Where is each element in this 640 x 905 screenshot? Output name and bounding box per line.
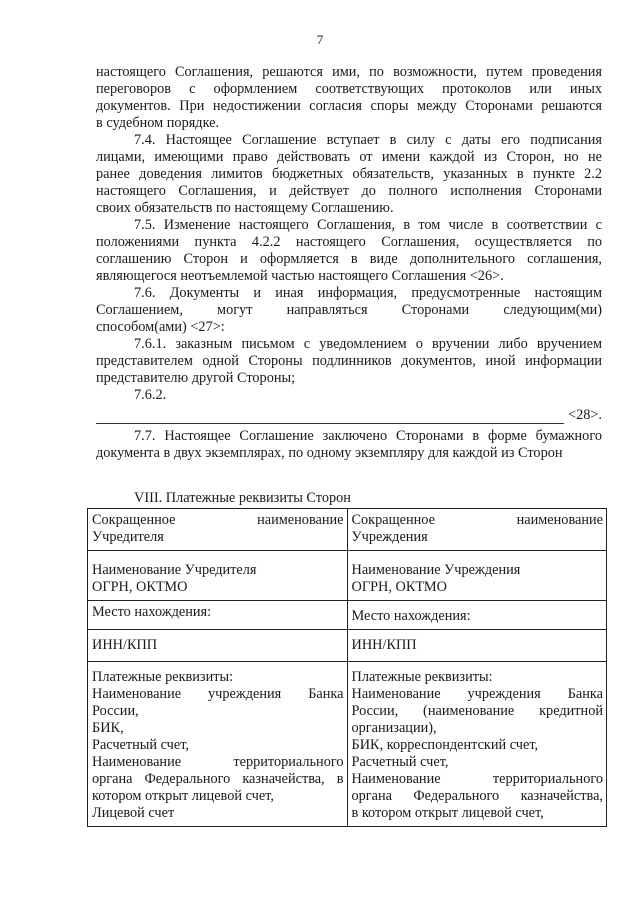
table-cell	[88, 551, 348, 601]
text-line: документов. При недостижении согласия споры между Сторонами решаются	[96, 98, 602, 114]
text-line: Лицевой счет	[92, 805, 175, 821]
table-cell	[347, 662, 607, 827]
text-line: ИНН/КПП	[351, 637, 417, 653]
table-cell	[88, 630, 348, 662]
paragraph-7-5	[96, 217, 602, 285]
text-line: ОГРН, ОКТМО	[92, 579, 188, 595]
paragraph-7-7	[96, 428, 602, 462]
text-line: БИК,	[92, 720, 124, 736]
fill-in-blank	[96, 407, 602, 424]
text-line: представителем одной Стороны подлинников документов, иной информации	[96, 353, 602, 369]
text-line: в судебном порядке.	[96, 115, 220, 131]
table-cell	[88, 662, 348, 827]
text-line: БИК, корреспондентский счет,	[351, 737, 539, 753]
text-line: России, (наименование кредитной	[351, 703, 603, 719]
text-line: Сокращенное наименование	[92, 512, 344, 528]
text-line: органа Федерального казначейства, в	[92, 771, 344, 787]
table-cell	[347, 551, 607, 601]
text-line: своих обязательств по настоящему Соглашению.	[96, 200, 394, 216]
footnote-ref: <28>.	[568, 407, 602, 423]
text-line: переговоров с оформлением соответствующих протоколов или иных	[96, 81, 602, 97]
text-line: ранее доведения лимитов бюджетных обязательств, указанных в пункте 2.2	[96, 166, 602, 182]
text-line: России,	[92, 703, 139, 719]
table-row	[88, 662, 607, 827]
text-line: Платежные реквизиты:	[351, 669, 493, 685]
table-cell	[347, 630, 607, 662]
text-line: 7.6.1. заказным письмом с уведомлением о вручении либо вручением	[134, 336, 602, 352]
text-line: Платежные реквизиты:	[92, 669, 234, 685]
text-line: органа Федерального казначейства,	[351, 788, 603, 804]
text-line: Расчетный счет,	[92, 737, 189, 753]
text-line: Расчетный счет,	[351, 754, 449, 770]
text-line: документа в двух экземплярах, по одному экземпляру для каждой из Сторон	[96, 445, 563, 461]
text-line: Сокращенное наименование	[351, 512, 603, 528]
text-line: настоящего Соглашения, решаются ими, по возможности, путем проведения	[96, 64, 602, 80]
text-line: Место нахождения:	[351, 608, 471, 624]
text-line: ИНН/КПП	[92, 637, 158, 653]
text-line: Наименование территориального	[351, 771, 603, 787]
blank-line	[96, 410, 564, 424]
text-line: организации),	[351, 720, 437, 736]
text-line: 7.6. Документы и иная информация, предусмотренные настоящим	[134, 285, 602, 301]
text-line: соглашению Сторон и оформляется в виде дополнительного соглашения,	[96, 251, 602, 267]
table-cell	[347, 509, 607, 551]
payment-details-table	[87, 508, 607, 827]
text-line: 7.4. Настоящее Соглашение вступает в силу с даты его подписания	[134, 132, 602, 148]
table-row	[88, 509, 607, 551]
text-line: котором открыт лицевой счет,	[92, 788, 274, 804]
text-line: Наименование территориального	[92, 754, 344, 770]
text-line: ОГРН, ОКТМО	[351, 579, 447, 595]
text-line: в котором открыт лицевой счет,	[351, 805, 544, 821]
text-line: Соглашением, могут направляться Сторонами следующим(ми)	[96, 302, 602, 318]
table-row	[88, 601, 607, 630]
text-line: Место нахождения:	[92, 604, 212, 620]
text-line: положениями пункта 4.2.2 настоящего Соглашения, осуществляется по	[96, 234, 602, 250]
text-line: настоящего Соглашения, и действует до полного исполнения Сторонами	[96, 183, 602, 199]
table-row	[88, 551, 607, 601]
paragraph-7-3-continuation	[96, 64, 602, 132]
table-cell	[88, 509, 348, 551]
page-number: 7	[316, 32, 324, 47]
paragraph-7-6	[96, 285, 602, 336]
table-row	[88, 630, 607, 662]
text-line: лицами, имеющими право действовать от имени каждой из Сторон, но не	[96, 149, 602, 165]
paragraph-7-6-1	[96, 336, 602, 387]
table-cell	[88, 601, 348, 630]
paragraph-7-6-2: 7.6.2.	[134, 387, 167, 403]
text-line: Наименование учреждения Банка	[92, 686, 344, 702]
document-body	[96, 64, 602, 507]
section-heading: VIII. Платежные реквизиты Сторон	[134, 490, 351, 506]
text-line: способом(ами) <27>:	[96, 319, 225, 335]
text-line: Учредителя	[92, 529, 164, 545]
text-line: Наименование Учредителя	[92, 562, 257, 578]
paragraph-7-4	[96, 132, 602, 217]
table-cell	[347, 601, 607, 630]
text-line: 7.7. Настоящее Соглашение заключено Сторонами в форме бумажного	[134, 428, 602, 444]
text-line: являющегося неотъемлемой частью настоящего Соглашения <26>.	[96, 268, 504, 284]
text-line: 7.5. Изменение настоящего Соглашения, в том числе в соответствии с	[134, 217, 602, 233]
text-line: Наименование учреждения Банка	[351, 686, 603, 702]
text-line: представителю другой Стороны;	[96, 370, 296, 386]
text-line: Учреждения	[351, 529, 428, 545]
text-line: Наименование Учреждения	[351, 562, 521, 578]
